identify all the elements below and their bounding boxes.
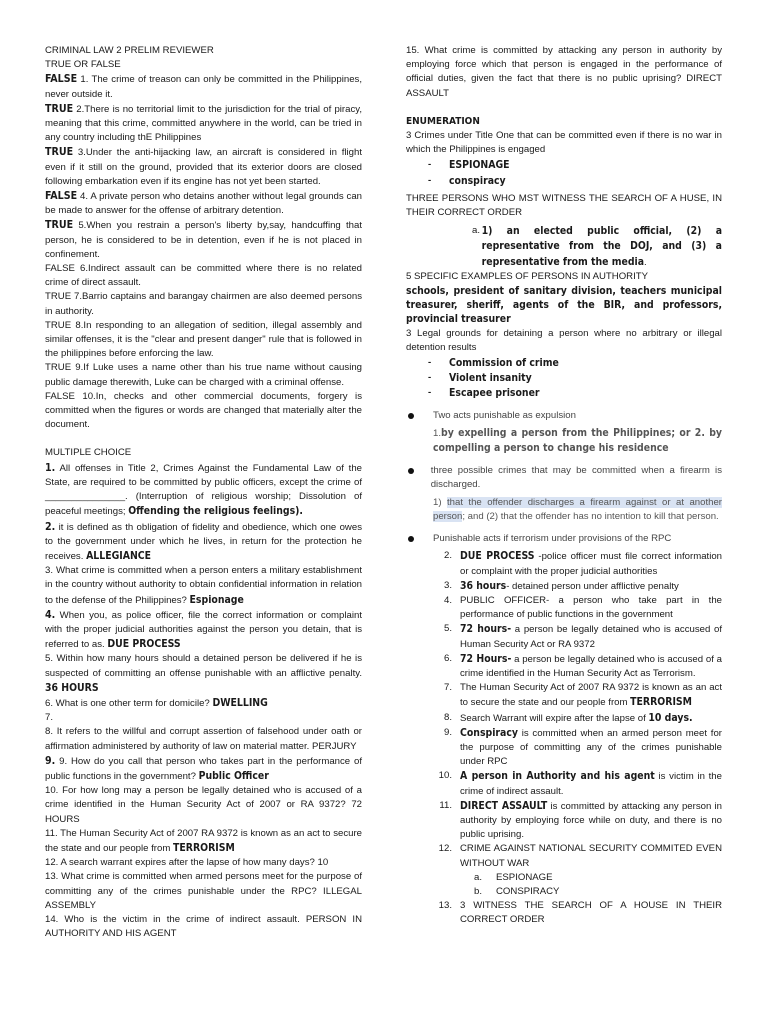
item-number: 3.	[443, 579, 452, 591]
bullet-icon	[406, 464, 431, 492]
numbered-item: 13. 3 WITNESS THE SEARCH OF A HOUSE IN THEIR CORRECT ORDER	[438, 900, 722, 926]
tf-item	[45, 218, 362, 262]
multiple-choice-header: MULTIPLE CHOICE	[45, 447, 132, 459]
tf-answer: TRUE	[45, 146, 74, 159]
true-false-plain-list	[45, 262, 362, 432]
item-number: 7.	[443, 682, 452, 694]
right-column	[406, 44, 722, 928]
item-bold: 72 Hours-	[460, 652, 512, 665]
item-text: a person be legally detained who is accused of a crime identified in the Human Security Act as Terrorism.	[460, 653, 722, 679]
enum-question: 5 SPECIFIC EXAMPLES OF PERSONS IN AUTHORITY	[406, 270, 649, 282]
tf-text: 3.Under the anti-hijacking law, an aircraft is considered in flight even if it still on the ground, provided that its exterior doors are closed following embarkation even if its engine has not yet been started.	[45, 147, 362, 187]
tf-text: 2.There is no territorial limit to the jurisdiction for the trial of piracy, meaning that this crime, committed anywhere in the world, can be tried in any country including thE Philippines	[45, 103, 362, 144]
tf-item	[45, 72, 362, 101]
dash-text: Escapee prisoner	[449, 387, 540, 400]
item-text: is victim in the crime of indirect assault.	[460, 771, 722, 797]
dash-item	[428, 158, 722, 172]
bullet-item: three possible crimes that may be committed when a firearm is discharged.	[406, 464, 722, 492]
item-body	[460, 842, 722, 870]
bullet-item: Punishable acts if terrorism under provisions of the RPC	[406, 532, 722, 546]
item-bold: A person in Authority and his agent	[460, 770, 655, 783]
numbered-item	[428, 842, 722, 870]
true-false-header: TRUE OR FALSE	[45, 59, 121, 71]
item-bold: 10 days.	[648, 711, 693, 724]
item-letter: a.	[474, 871, 483, 883]
item-body	[460, 549, 722, 578]
bullet-icon	[406, 409, 433, 423]
numbered-item	[428, 652, 722, 681]
dash-icon: -	[428, 174, 432, 186]
tf-item: TRUE 9.If Luke uses a name other than his true name without causing public damage therewith, Luke can be charged with a criminal offense.	[45, 362, 362, 388]
numbered-item	[428, 726, 722, 770]
bullet-item: Two acts punishable as expulsion	[406, 409, 722, 423]
item-number: 9.	[443, 726, 452, 738]
numbered-item	[428, 549, 722, 578]
tf-answer: TRUE	[45, 219, 74, 232]
item-number: 2.	[443, 550, 452, 562]
item-number: 11.	[439, 799, 452, 811]
item-bold: TERRORISM	[630, 696, 692, 709]
mc-item: 1. All offenses in Title 2, Crimes Against the Fundamental Law of the State, are required to be committed by public officers, except the crime of _______________. (Interruption of religious worship; Dissolution of peaceful meetings; Offending the religious feelings).	[45, 461, 362, 518]
dash-text: ESPIONAGE	[449, 159, 510, 172]
enumeration-header: ENUMERATION	[406, 115, 480, 127]
document-title: CRIMINAL LAW 2 PRELIM REVIEWER	[45, 45, 214, 56]
mc-item: 7.	[45, 712, 54, 724]
numbered-item	[428, 579, 722, 594]
tf-answer: FALSE	[45, 190, 78, 203]
item-body	[460, 711, 722, 726]
mc-item: 12. A search warrant expires after the lapse of how many days? 10	[45, 857, 329, 869]
item-text: - detained person under afflictive penalty	[506, 580, 679, 592]
left-column	[45, 44, 362, 941]
numbered-sublist	[406, 871, 722, 899]
dash-icon: -	[428, 372, 432, 384]
enum-answer: a. 1) an elected public official, (2) a representative from the DOJ, and (3) a representative from the media.	[472, 225, 722, 268]
enum-question: THREE PERSONS WHO MST WITNESS THE SEARCH OF A HUSE, IN THEIR CORRECT ORDER	[406, 192, 722, 219]
mc-item: 13. What crime is committed when armed persons meet for the purpose of committing any of the crimes punishable under the RPC? ILLEGAL ASSEMBLY	[45, 871, 362, 911]
item-number: 8.	[443, 711, 452, 723]
dash-text: Commission of crime	[449, 357, 559, 370]
item-text: a person be legally detained who is accused of Human Security Act or RA 9372	[460, 624, 722, 650]
tf-answer: TRUE	[45, 102, 74, 115]
tf-item: FALSE 6.Indirect assault can be committed where there is no related crime of direct assault.	[45, 263, 362, 289]
lettered-item	[474, 871, 722, 885]
mc-item: 2. it is defined as th obligation of fidelity and obedience, which one owes to the government under which he lives, in return for the protection he receives. ALLEGIANCE	[45, 520, 362, 562]
highlighted-text: that the offender discharges a firearm against or at another person	[433, 496, 722, 522]
tf-item: TRUE 8.In responding to an allegation of sedition, illegal assembly and similar offenses, it is the "clear and present danger" rule that is followed in the philippines before enforcing the law.	[45, 319, 362, 360]
item-number: 12.	[438, 843, 452, 855]
true-false-list	[45, 72, 362, 262]
item-text: The Human Security Act of 2007 RA 9372 is known as an act to secure the state and our people from	[460, 682, 722, 709]
enum-answer: schools, president of sanitary division, teachers municipal treasurer, sheriff, agents of the BIR, and professors, provincial treasurer	[406, 285, 722, 326]
numbered-item	[428, 594, 722, 622]
numbered-item	[428, 681, 722, 710]
enum-question: 3 Crimes under Title One that can be committed even if there is no war in which the Philippines is engaged	[406, 130, 722, 156]
item-body	[460, 594, 722, 622]
item-text: -police officer must file correct information or complaint with the proper judicial authorities	[460, 551, 722, 577]
dash-text: conspiracy	[449, 174, 506, 187]
item-body	[460, 579, 722, 594]
item-text: PUBLIC OFFICER- a person who take part in the performance of public functions in the government	[460, 594, 722, 621]
enum-answer-list	[406, 356, 722, 401]
tf-text: 4. A private person who detains another without legal grounds can be made to answer for the offense of arbitrary detention.	[45, 191, 362, 217]
item-body	[460, 726, 722, 770]
tf-item	[45, 102, 362, 146]
item-bold: 72 hours-	[460, 623, 512, 636]
item-number: 6.	[443, 652, 452, 664]
tf-item: TRUE 7.Barrio captains and barangay chairmen are also deemed persons in authority.	[45, 291, 362, 317]
mc-item: 10. For how long may a person be legally detained who is accused of a crime identified in the Human Security Act of 2007 or RA 9372? 72 HOURS	[45, 785, 362, 825]
mc-item: 8. It refers to the willful and corrupt assertion of falsehood under oath or affirmation administered by authority of law on material matter. PERJURY	[45, 726, 362, 752]
item-bold: DIRECT ASSAULT	[460, 799, 548, 812]
item-bold: DUE PROCESS	[460, 550, 535, 563]
dash-icon: -	[428, 159, 432, 171]
item-body	[460, 622, 722, 651]
item-text: ESPIONAGE	[496, 871, 553, 883]
item-number: 10.	[438, 770, 452, 782]
numbered-item	[428, 799, 722, 843]
item-bold: 36 hours	[460, 579, 507, 592]
item-number: 5.	[443, 623, 452, 635]
tf-answer: FALSE	[45, 73, 78, 86]
item-bold: Conspiracy	[460, 726, 518, 739]
dash-icon: -	[428, 357, 432, 369]
item-text: Search Warrant will expire after the lapse of	[460, 712, 649, 724]
dash-item	[428, 371, 722, 385]
numbered-item	[428, 769, 722, 798]
bullet-icon	[406, 532, 433, 546]
lettered-item	[474, 885, 722, 899]
mc-item: 11. The Human Security Act of 2007 RA 9372 is known as an act to secure the state and our people from TERRORISM	[45, 827, 362, 854]
dash-item	[428, 386, 722, 400]
item-text: is committed when an armed person meet for the purpose of committing any of the crimes punishable under RPC	[460, 727, 722, 768]
mc-item: 9. 9. How do you call that person who takes part in the performance of public functions in the government? Public Officer	[45, 754, 362, 782]
mc-item: 5. Within how many hours should a detained person be delivered if he is suspected of committing an offense punishable with an afflictive penalty. 36 HOURS	[45, 653, 362, 694]
mc-item: 4. When you, as police officer, file the correct information or complaint with the proper judicial authorities against the person you detain, that is referred to as. DUE PROCESS	[45, 608, 362, 651]
numbered-item	[428, 622, 722, 651]
dash-text: Violent insanity	[449, 372, 532, 385]
mc-item: 14. Who is the victim in the crime of indirect assault. PERSON IN AUTHORITY AND HIS AGENT	[45, 913, 362, 940]
mc-item: 15. What crime is committed by attacking any person in authority by employing force which that person is engaged in the performance of official duties, given the fact that there is no public uprising? DIRECT ASSAULT	[406, 45, 722, 99]
item-body	[460, 652, 722, 681]
numbered-list	[406, 549, 722, 870]
tf-item	[45, 189, 362, 218]
tf-item: FALSE 10.In, checks and other commercial documents, forgery is committed when the figures or words are changed that materially alter the document.	[45, 390, 362, 431]
dash-item	[428, 174, 722, 188]
tf-text: 5.When you restrain a person's liberty by,say, handcuffing that person, he is considered to be in detention, even if he is not placed in confinement.	[45, 220, 362, 260]
enum-answer-list	[406, 158, 722, 187]
mc-item: 3. What crime is committed when a person enters a military establishment in the country without authority to obtain confidential information in relation to the defense of the Philippines? Espionage	[45, 565, 362, 606]
item-body	[460, 799, 722, 843]
numbered-item	[428, 711, 722, 726]
item-number: 4.	[443, 594, 452, 606]
item-body	[460, 769, 722, 798]
dash-icon: -	[428, 387, 432, 399]
enum-question: 3 Legal grounds for detaining a person where no arbitrary or illegal detention results	[406, 327, 722, 353]
item-text: CRIME AGAINST NATIONAL SECURITY COMMITED EVEN WITHOUT WAR	[460, 843, 722, 869]
dash-item	[428, 356, 722, 370]
tf-text: 1. The crime of treason can only be committed in the Philippines, never outside it.	[45, 74, 362, 100]
bullet-answer: 1.by expelling a person from the Philippines; or 2. by compelling a person to change his residence	[433, 426, 722, 455]
bullet-answer: 1) that the offender discharges a firearm against or at another person; and (2) that the offender has no intention to kill that person.	[433, 496, 722, 522]
tf-item	[45, 145, 362, 189]
item-letter: b.	[474, 885, 483, 897]
item-text: is committed by attacking any person in authority by employing force while on duty, and there is no public uprising.	[460, 800, 723, 841]
mc-item: 6. What is one other term for domicile? DWELLING	[45, 696, 268, 709]
item-body	[460, 681, 722, 710]
item-text: CONSPIRACY	[496, 885, 560, 897]
